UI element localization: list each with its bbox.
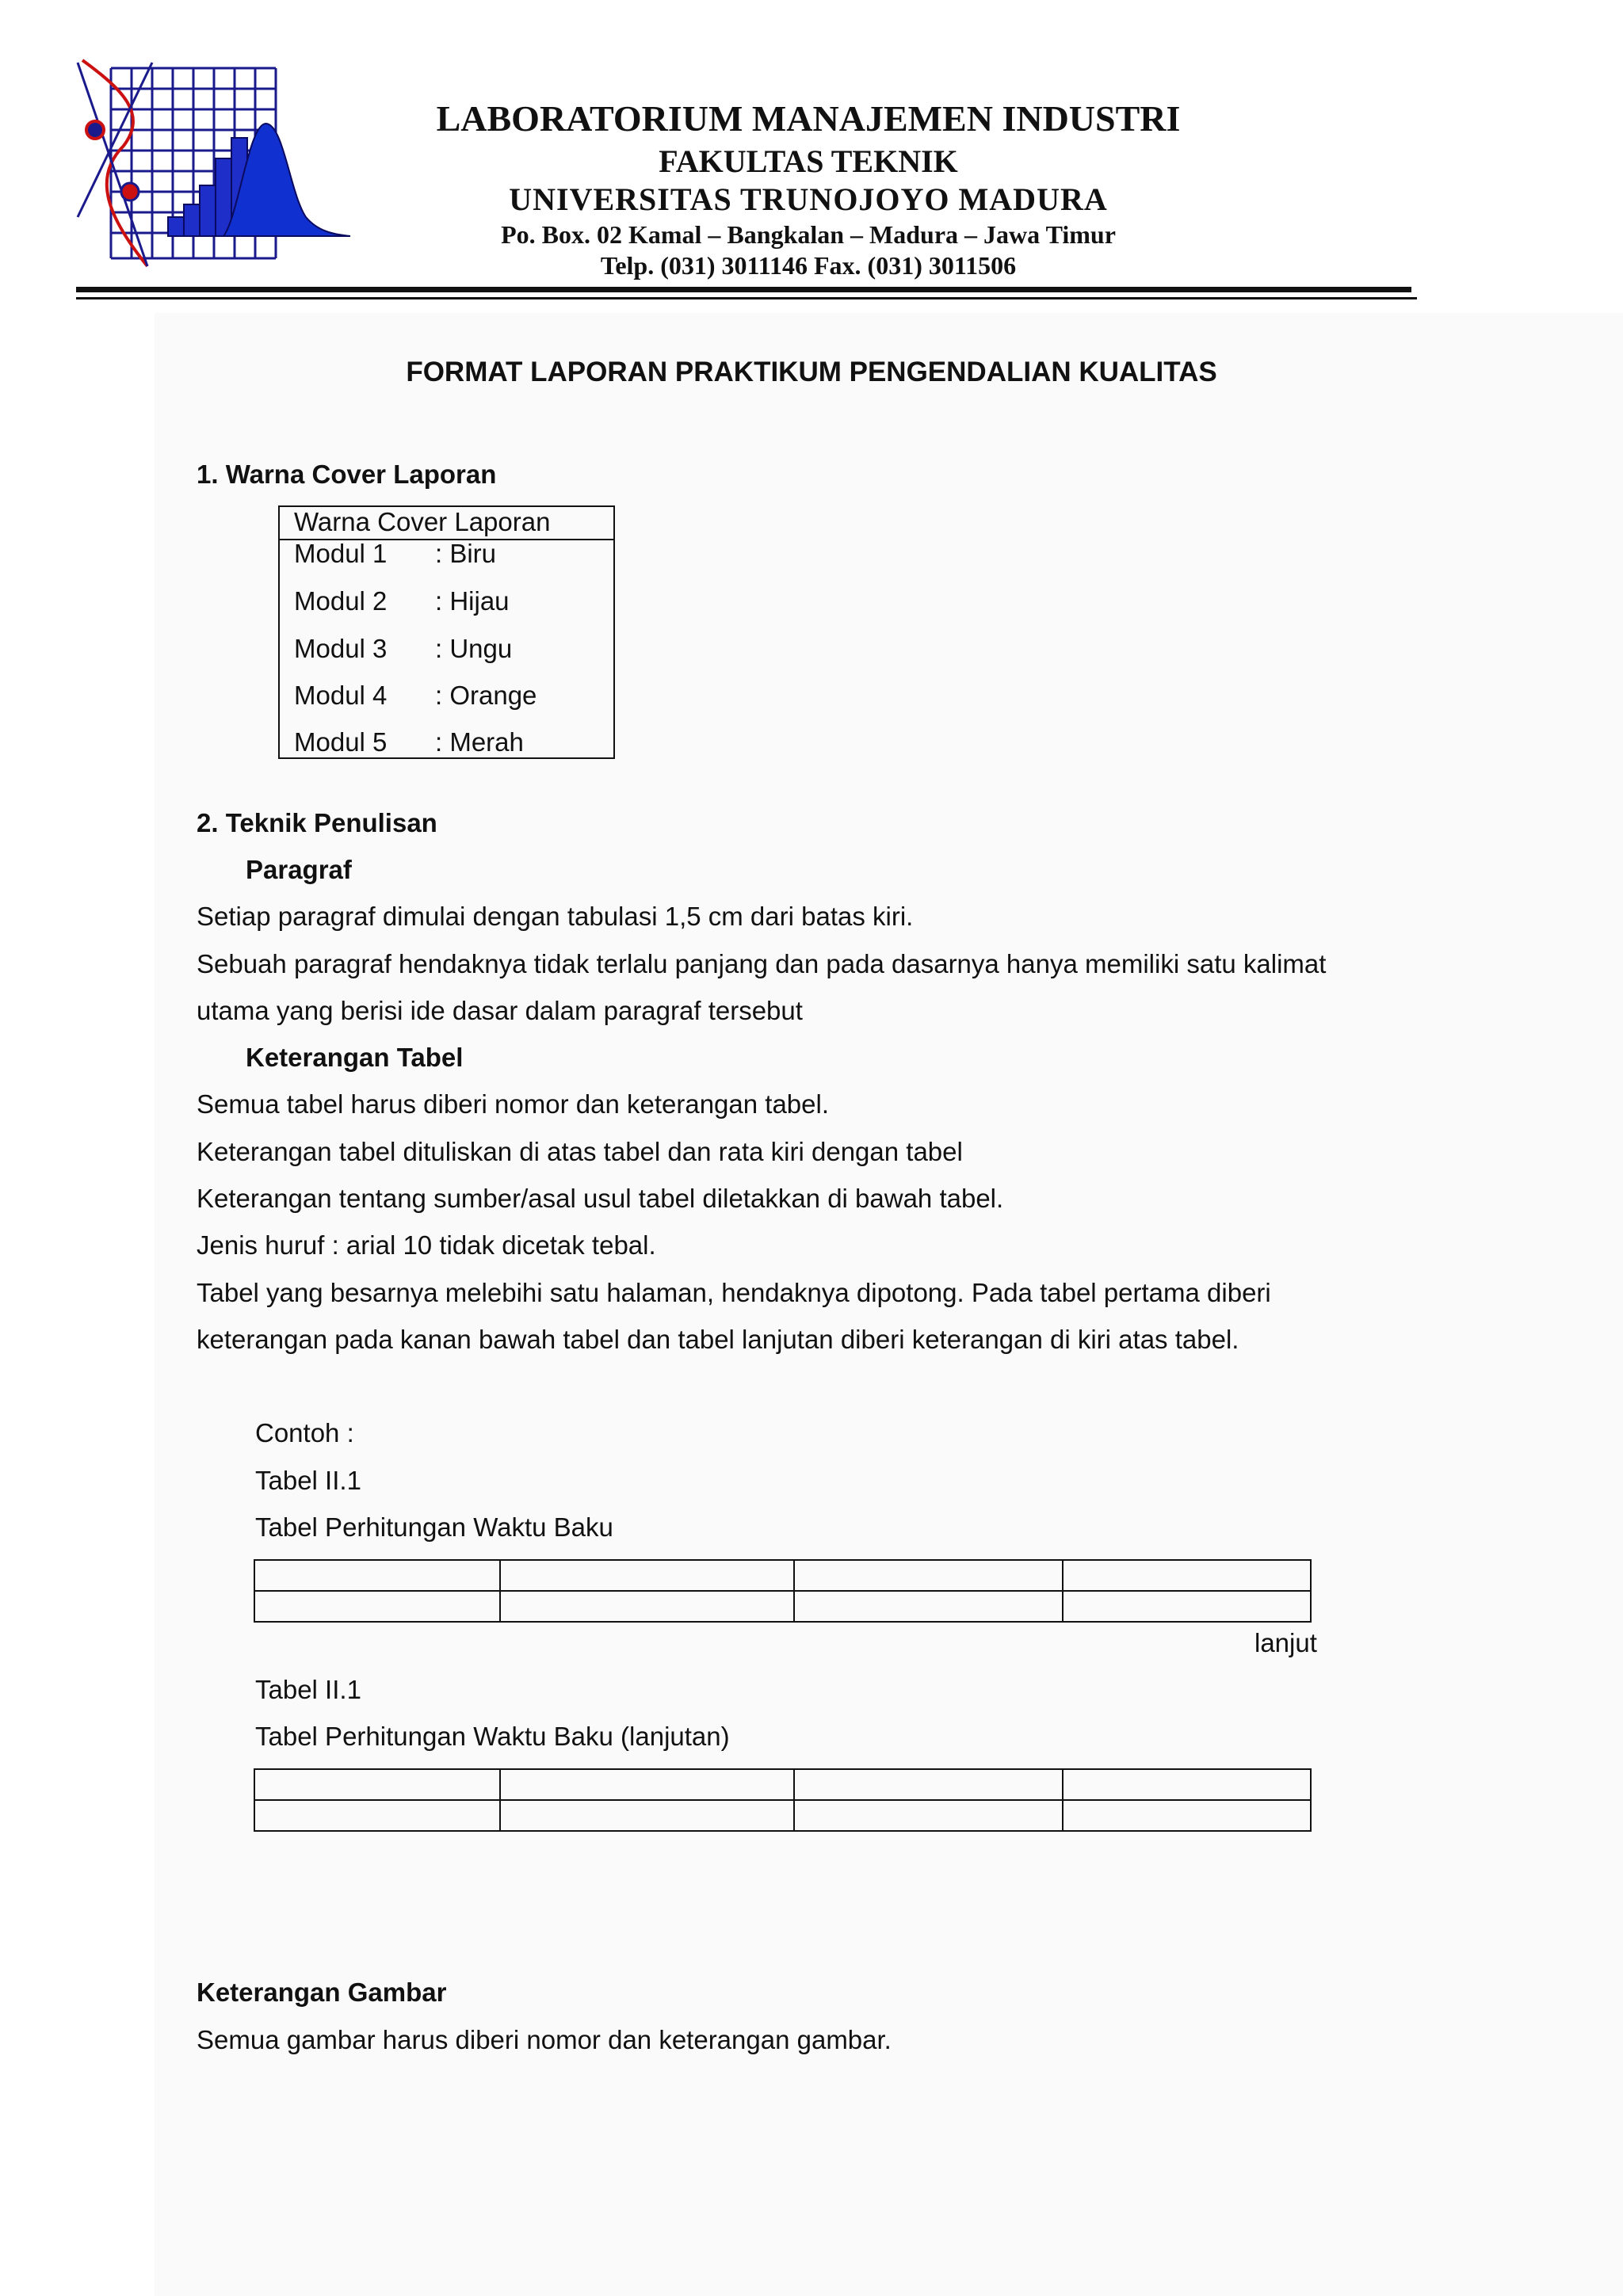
header-address: Po. Box. 02 Kamal – Bangkalan – Madura – Jawa Timur [501,220,1116,249]
table2-number: Tabel II.1 [255,1675,361,1704]
example-table-2 [254,1768,1312,1832]
cover-row: Modul 4 : Orange [294,681,537,710]
table-row [254,1769,1311,1800]
tabel-heading: Keterangan Tabel [246,1043,464,1072]
table-row [254,1591,1311,1622]
lanjut-label: lanjut [1254,1628,1317,1657]
header-phone-fax: Telp. (031) 3011146 Fax. (031) 3011506 [600,251,1017,280]
gambar-line: Semua gambar harus diberi nomor dan keterangan gambar. [197,2025,892,2054]
header-faculty: FAKULTAS TEKNIK [659,143,958,179]
example-table-1 [254,1559,1312,1623]
tabel-line: keterangan pada kanan bawah tabel dan tabel lanjutan diberi keterangan di kiri atas tabel. [197,1325,1239,1354]
tabel-line: Jenis huruf : arial 10 tidak dicetak tebal. [197,1230,656,1260]
table2-caption: Tabel Perhitungan Waktu Baku (lanjutan) [255,1722,730,1751]
tabel-line: Semua tabel harus diberi nomor dan keterangan tabel. [197,1089,830,1119]
section1-heading: 1. Warna Cover Laporan [197,460,497,489]
paragraf-heading: Paragraf [246,855,352,884]
table-row [254,1560,1311,1591]
contoh-label: Contoh : [255,1418,354,1447]
tabel-line: Keterangan tabel dituliskan di atas tabel dan rata kiri dengan tabel [197,1137,963,1166]
paragraf-line: utama yang berisi ide dasar dalam paragraf tersebut [197,996,803,1025]
cover-box-title: Warna Cover Laporan [294,507,551,536]
header-lab-name: LABORATORIUM MANAJEMEN INDUSTRI [436,98,1181,139]
tabel-line: Keterangan tentang sumber/asal usul tabel diletakkan di bawah tabel. [197,1184,1004,1213]
cover-color-box [278,505,615,759]
header-rule-thin [76,297,1417,299]
paragraf-line: Setiap paragraf dimulai dengan tabulasi 1,5 cm dari batas kiri. [197,902,914,931]
tabel-line: Tabel yang besarnya melebihi satu halaman, hendaknya dipotong. Pada tabel pertama diberi [197,1278,1271,1307]
section2-heading: 2. Teknik Penulisan [197,808,437,837]
cover-row: Modul 1 : Biru [294,539,497,568]
table1-caption: Tabel Perhitungan Waktu Baku [255,1512,613,1542]
cover-row: Modul 3 : Ungu [294,634,513,663]
document-title: FORMAT LAPORAN PRAKTIKUM PENGENDALIAN KUALITAS [406,357,1217,387]
cover-row: Modul 2 : Hijau [294,586,510,616]
header-rule-thick [76,287,1411,292]
cover-row: Modul 5 : Merah [294,727,524,757]
table1-number: Tabel II.1 [255,1466,361,1495]
gambar-heading: Keterangan Gambar [197,1978,447,2007]
table-row [254,1800,1311,1831]
paragraf-line: Sebuah paragraf hendaknya tidak terlalu panjang dan pada dasarnya hanya memiliki satu kalimat [197,949,1327,978]
header-university: UNIVERSITAS TRUNOJOYO MADURA [509,181,1108,217]
lab-logo-icon [76,59,358,269]
